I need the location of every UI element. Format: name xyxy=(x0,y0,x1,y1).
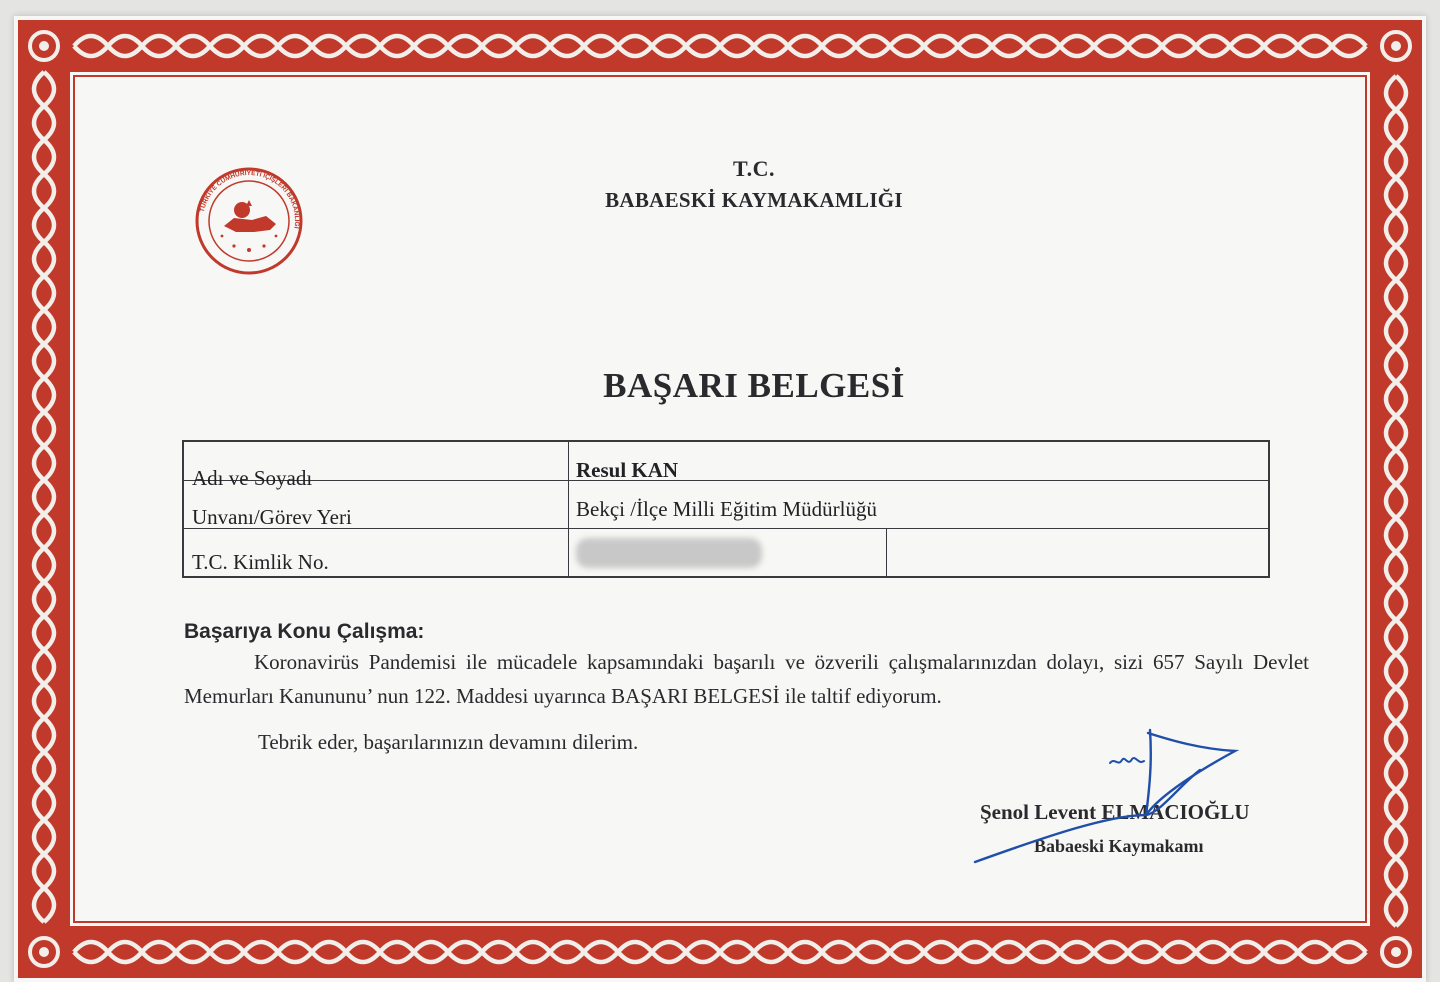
signatory-title: Babaeski Kaymakamı xyxy=(1034,836,1204,856)
state-abbreviation: T.C. xyxy=(733,156,775,181)
redacted-id-number xyxy=(576,538,762,568)
table-label-id: T.C. Kimlik No. xyxy=(192,550,329,574)
table-label-title: Unvanı/Görev Yeri xyxy=(192,505,352,529)
ministry-seal-icon xyxy=(194,166,304,276)
table-divider xyxy=(886,528,887,576)
table-label-name: Adı ve Soyadı xyxy=(192,466,313,490)
table-divider xyxy=(184,480,1268,481)
table-value-name: Resul KAN xyxy=(576,458,679,482)
achievement-body: Koronavirüs Pandemisi ile mücadele kapsamındaki başarılı ve özverili çalışmalarınızdan dolayı, sizi 657 Sayılı Devlet Memurları Kanununu’ nun 122. Maddesi uyarınca BAŞARI BELGESİ ile taltif ediyorum. xyxy=(184,650,1309,708)
table-value-title: Bekçi /İlçe Milli Eğitim Müdürlüğü xyxy=(576,497,877,521)
table-divider xyxy=(568,442,569,576)
achievement-heading: Başarıya Konu Çalışma: xyxy=(184,620,425,643)
office-name: BABAESKİ KAYMAKAMLIĞI xyxy=(605,188,903,212)
seal-text: TÜRKİYE CUMHURİYETİ İÇİŞLERİ BAKANLIĞI xyxy=(198,169,301,229)
signatory-name: Şenol Levent ELMACIOĞLU xyxy=(980,800,1250,824)
handwritten-signature-icon xyxy=(960,715,1280,875)
closing-text: Tebrik eder, başarılarınızın devamını dilerim. xyxy=(258,730,639,754)
certificate-title: BAŞARI BELGESİ xyxy=(603,366,905,405)
